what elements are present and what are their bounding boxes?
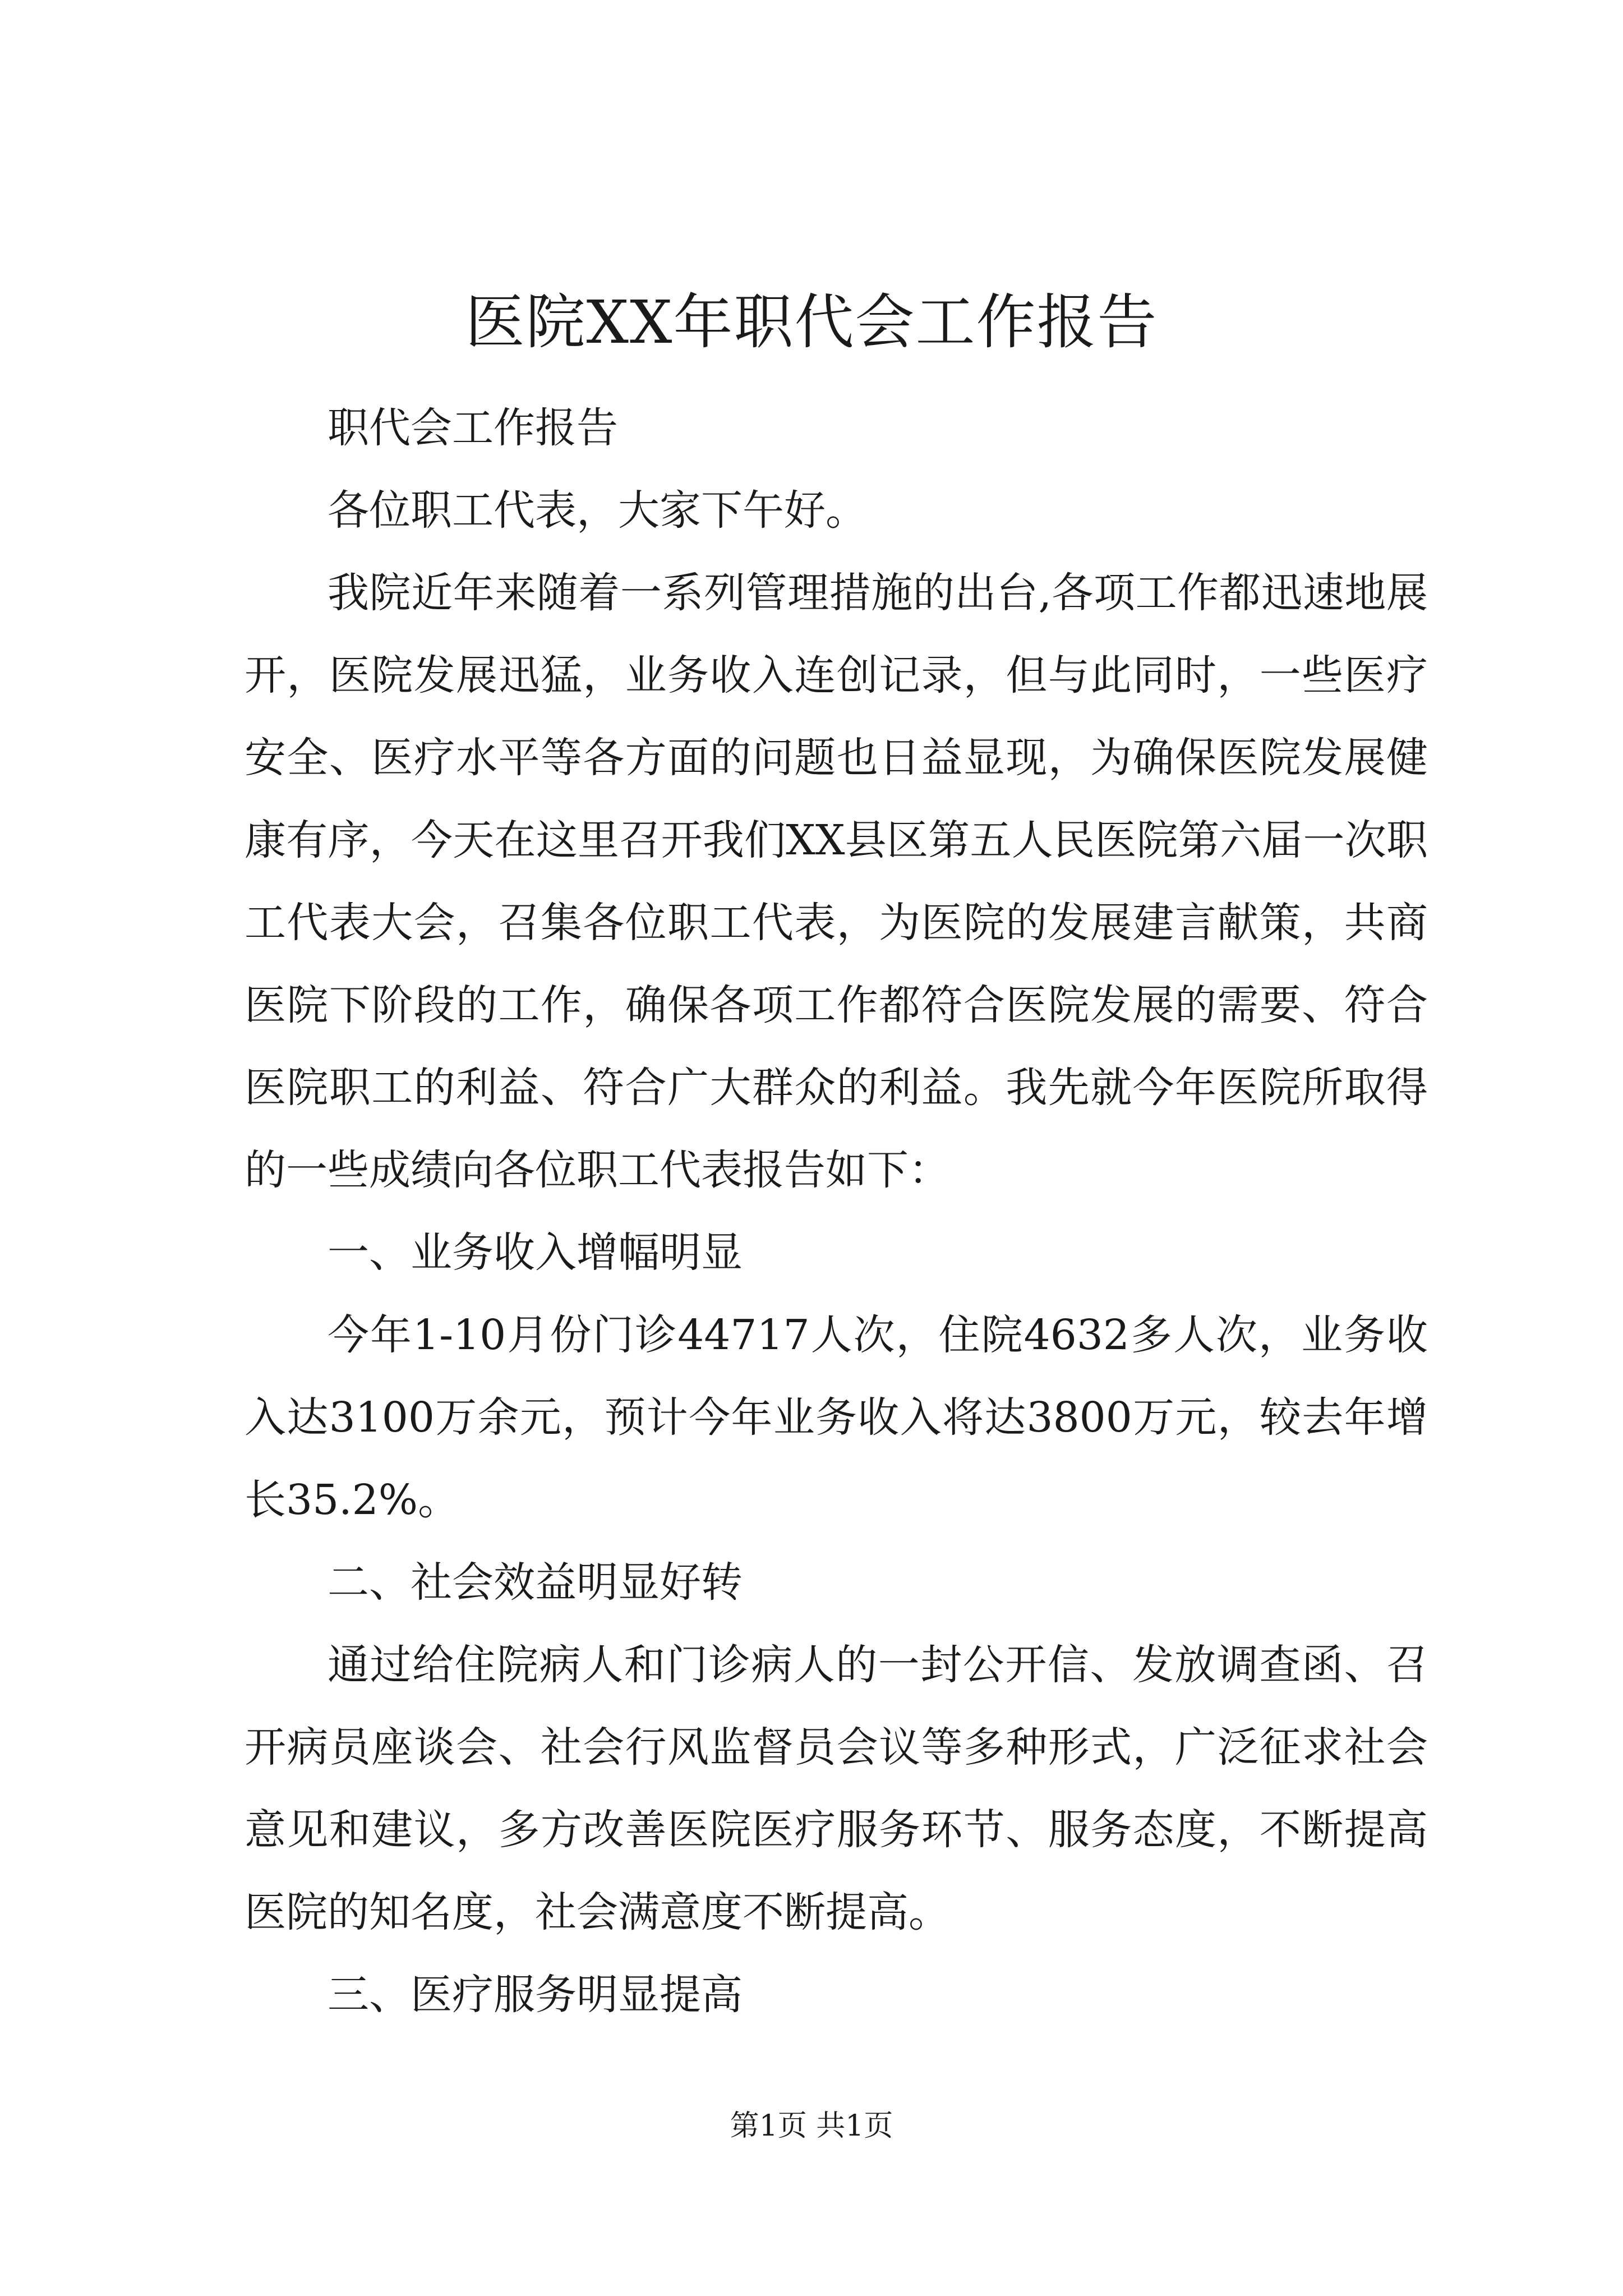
paragraph-section-1: 今年1-10月份门诊44717人次，住院4632多人次，业务收入达3100万余元，预计今年业务收入将达3800万元，较去年增长35.2%。 bbox=[245, 1311, 1428, 1524]
document-body bbox=[245, 387, 1428, 2036]
section-heading-1: 一、业务收入增幅明显 bbox=[328, 1228, 743, 1277]
section-heading-2: 二、社会效益明显好转 bbox=[328, 1558, 743, 1607]
paragraph-subtitle: 职代会工作报告 bbox=[328, 404, 618, 452]
page-footer: 第1页 共1页 bbox=[730, 2109, 893, 2143]
document-title: 医院XX年职代会工作报告 bbox=[465, 288, 1158, 357]
paragraph-intro: 我院近年来随着一系列管理措施的出台,各项工作都迅速地展开，医院发展迅猛，业务收入连创记录，但与此同时，一些医疗安全、医疗水平等各方面的问题也日益显现，为确保医院发展健康有序，今天在这里召开我们XX县区第五人民医院第六届一次职工代表大会，召集各位职工代表，为医院的发展建言献策，共商医院下阶段的工作，确保各项工作都符合医院发展的需要、符合医院职工的利益、符合广大群众的利益。我先就今年医院所取得的一些成绩向各位职工代表报告如下： bbox=[245, 569, 1428, 1194]
section-heading-3: 三、医疗服务明显提高 bbox=[328, 1971, 743, 2019]
paragraph-greeting: 各位职工代表，大家下午好。 bbox=[328, 486, 867, 535]
paragraph-section-2: 通过给住院病人和门诊病人的一封公开信、发放调查函、召开病员座谈会、社会行风监督员会议等多种形式，广泛征求社会意见和建议，多方改善医院医疗服务环节、服务态度，不断提高医院的知名度，社会满意度不断提高。 bbox=[245, 1641, 1428, 1936]
